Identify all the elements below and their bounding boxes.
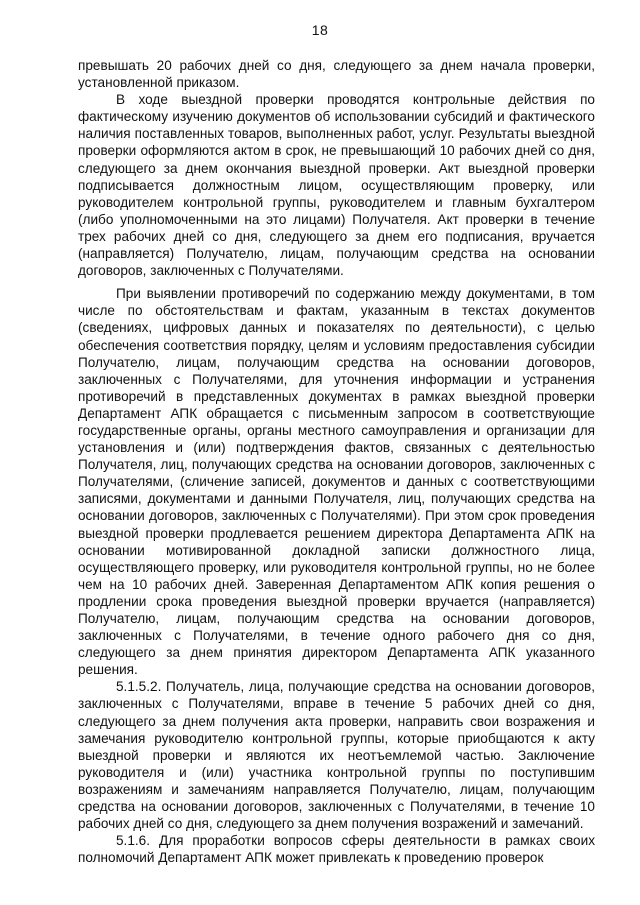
page-number: 18 bbox=[311, 22, 329, 38]
paragraph-5-1-6: 5.1.6. Для проработки вопросов сферы деятельности в рамках своих полномочий Департамент АПК может привлекать к проведению проверок bbox=[78, 833, 595, 866]
paragraph-5-1-5-2: 5.1.5.2. Получатель, лица, получающие средства на основании договоров, заключенных с Получателями, вправе в течение 5 рабочих дней со дня, следующего за днем получения акта проверки, направить свои возражения и замечания руководителю контрольной группы, которые приобщаются к акту выездной проверки и являются их неотъемлемой частью. Заключение руководителя и (или) участника контрольной группы по поступившим возражениям и замечаниям направляется Получателю, лицам, получающим средства на основании договоров, заключенных с Получателями, в течение 10 рабочих дней со дня, следующего за днем получения возражений и замечаний. bbox=[78, 679, 595, 832]
paragraph-continuation: превышать 20 рабочих дней со дня, следующего за днем начала проверки, установленной приказом. bbox=[78, 58, 595, 91]
paragraph-contradictions: При выявлении противоречий по содержанию между документами, в том числе по обстоятельствам и фактам, указанным в текстах документов (сведениях, цифровых данных и показателях по деятельности), с целью обеспечения соответствия порядку, целям и условиям предоставления субсидии Получателю, лицам, получающим средства на основании договоров, заключенных с Получателями, для уточнения информации и устранения противоречий в представленных документах в рамках выездной проверки Департамент АПК обращается с письменным запросом в соответствующие государственные органы, органы местного самоуправления и организации для установления и (или) подтверждения фактов, связанных с деятельностью Получателя, лиц, получающих средства на основании договоров, заключенных с Получателями, (сличение записей, документов и данных с соответствующими записями, документами и данными Получателя, лиц, получающих средства на основании договоров, заключенных с Получателями). При этом срок проведения выездной проверки продлевается решением директора Департамента АПК на основании мотивированной докладной записки должностного лица, осуществляющего проверку, или руководителя контрольной группы, но не более чем на 10 рабочих дней. Заверенная Департаментом АПК копия решения о продлении срока проведения выездной проверки вручается (направляется) Получателю, лицам, получающим средства на основании договоров, заключенных с Получателями, в течение одного рабочего дня со дня, следующего за днем принятия директором Департамента АПК указанного решения. bbox=[78, 286, 595, 678]
document-body bbox=[78, 57, 595, 866]
paragraph-field-inspection: В ходе выездной проверки проводятся контрольные действия по фактическому изучению документов об использовании субсидий и фактического наличия поставленных товаров, выполненных работ, услуг. Результаты выездной проверки оформляются актом в срок, не превышающий 10 рабочих дней со дня, следующего за днем окончания выездной проверки. Акт выездной проверки подписывается должностным лицом, осуществляющим проверку, или руководителем контрольной группы, руководителем и главным бухгалтером (либо уполномоченными на это лицами) Получателя. Акт проверки в течение трех рабочих дней со дня, следующего за днем его подписания, вручается (направляется) Получателю, лицам, получающим средства на основании договоров, заключенных с Получателями. bbox=[78, 92, 595, 279]
